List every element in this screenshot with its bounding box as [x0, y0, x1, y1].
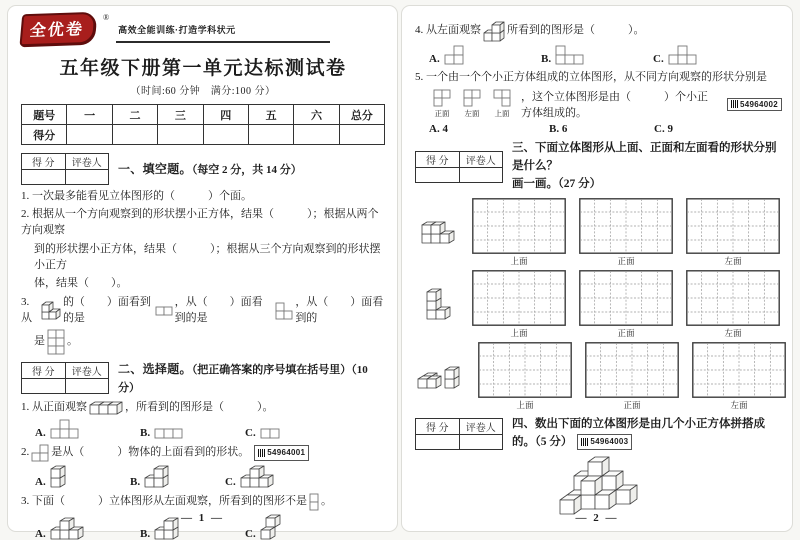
- section-2-header: [21, 360, 385, 396]
- brand-logo: 全优卷: [19, 12, 96, 47]
- top-view-shape: [493, 89, 511, 107]
- score-box: [21, 153, 109, 185]
- score-box-empty: [65, 379, 109, 394]
- option-c-shape: [668, 45, 697, 65]
- view-shape-s2q3: [309, 493, 319, 511]
- answer-grid-top: 上面: [470, 198, 568, 267]
- question-1-2-line3: 体，结果（ ）。: [34, 277, 128, 290]
- test-title: 五年级下册第一单元达标测试卷: [59, 58, 347, 79]
- barcode-badge-2: 54964002: [727, 98, 782, 111]
- option-a: A.: [35, 517, 140, 540]
- score-header-cell: 一: [67, 105, 112, 125]
- question-2-5-line1: 5. 一个由一个个小正方体组成的立体图形，从不同方向观察的形状分别是: [415, 70, 767, 83]
- answer-grid-left: 左面: [690, 342, 788, 411]
- option-a: A.: [429, 45, 541, 65]
- section-2-note: （把正确答案的序号填在括号里）（10 分）: [118, 364, 368, 394]
- drawing-grid: [579, 198, 673, 254]
- option-c: C.: [225, 465, 274, 488]
- score-box-empty: [459, 168, 503, 183]
- count-cubes-figure-wrap: [415, 456, 782, 515]
- question-2-4: 4. 从左面观察 所看到的图形是（ ）。: [415, 21, 782, 42]
- score-box: [21, 362, 109, 394]
- score-empty-cell: [112, 125, 157, 145]
- score-header-cell: 题号: [22, 105, 67, 125]
- question-2-4-options: [429, 45, 782, 65]
- registered-mark-icon: ®: [103, 13, 110, 22]
- question-2-2-options: [35, 465, 385, 488]
- option-a: A. 4: [429, 123, 448, 136]
- page-footer-2: — 2 —: [575, 512, 619, 524]
- question-2-5-options: [429, 123, 782, 135]
- question-2-3: 3. 下面（ ）立体图形从左面观察，所看到的图形不是 。: [21, 493, 385, 511]
- brand-tagline-rule: [116, 13, 330, 43]
- score-header-cell: 六: [294, 105, 339, 125]
- view-shape-q3-2: [275, 302, 293, 320]
- option-c: C.: [653, 45, 697, 65]
- score-row-label: 得分: [22, 125, 67, 145]
- question-2-5-shapes: 正面 左面 上面 ，这个立体图形是由（ ）个小正方体组成的。 54964002: [431, 88, 782, 120]
- score-box-score-label: 得 分: [22, 363, 66, 379]
- option-b: B.: [140, 517, 245, 540]
- option-b-cubes: [144, 465, 169, 488]
- barcode-icon: [258, 449, 265, 457]
- score-box-empty: [416, 434, 460, 449]
- answer-grid-top: 上面: [470, 270, 568, 339]
- score-header-cell: 三: [158, 105, 203, 125]
- answer-grid-top: 上面: [476, 342, 574, 411]
- draw-views-row-1: [415, 198, 782, 267]
- answer-grid-left: 左面: [684, 270, 782, 339]
- option-b-shape: [555, 45, 584, 65]
- section-4-title: 四、数出下面的立体图形是由几个小正方体拼搭成 的。（5 分） 54964003: [512, 416, 765, 452]
- score-box-grader-label: 评卷人: [459, 418, 503, 434]
- section-3-title: 三、下面立体图形从上面、正面和左面看的形状分别是什么？ 画一画。（27 分）: [512, 142, 777, 191]
- draw-views-row-2: [415, 270, 782, 339]
- drawing-grid: [579, 270, 673, 326]
- cube-figure-row2: [417, 288, 459, 320]
- barcode-badge-1: 54964001: [254, 445, 309, 461]
- cube-figure-s2q1: [89, 401, 123, 415]
- score-box-score-label: 得 分: [22, 154, 66, 170]
- option-a-shape: [444, 45, 464, 65]
- score-header-cell: 二: [112, 105, 157, 125]
- option-c-cubes: [240, 465, 274, 488]
- score-box-score-label: 得 分: [416, 152, 460, 168]
- score-header-cell: 总分: [339, 105, 384, 125]
- drawing-grid: [692, 342, 786, 398]
- score-empty-cell: [203, 125, 248, 145]
- drawing-grid: [686, 198, 780, 254]
- score-box-grader-label: 评卷人: [65, 154, 109, 170]
- score-header-cell: 四: [203, 105, 248, 125]
- option-a-cubes: [50, 465, 66, 488]
- score-box: [415, 418, 503, 450]
- answer-grid-front: 正面: [577, 270, 675, 339]
- answer-grid-left: 左面: [684, 198, 782, 267]
- score-empty-cell: [67, 125, 112, 145]
- question-2-1: 1. 从正面观察 ，所看到的图形是（ ）。: [21, 401, 274, 413]
- view-shape-q3-1: [155, 306, 173, 316]
- view-top: 上面: [491, 89, 513, 119]
- score-box-grader-label: 评卷人: [65, 363, 109, 379]
- section-1-header: [21, 153, 385, 185]
- question-1-2-line2: 到的形状摆小正方体，结果（ ）；根据从三个方向观察到的形状摆小正方: [34, 242, 381, 271]
- option-b: B.: [130, 465, 225, 488]
- barcode-icon: [581, 438, 588, 446]
- section-3-header: [415, 140, 782, 193]
- barcode-icon: [731, 100, 738, 108]
- barcode-badge-3: 54964003: [577, 434, 632, 450]
- left-view-shape: [463, 89, 481, 107]
- section-1-title: 一、填空题。: [118, 162, 192, 176]
- draw-views-row-3: [415, 342, 782, 411]
- option-b: B.: [541, 45, 653, 65]
- score-summary-table: [21, 104, 385, 145]
- option-a-shape: [50, 419, 79, 439]
- cube-pyramid-figure: [559, 456, 638, 515]
- page-2: [401, 5, 793, 532]
- drawing-grid: [686, 270, 780, 326]
- drawing-grid: [472, 270, 566, 326]
- cube-figure-q3: [41, 301, 61, 320]
- question-1-3-line2: 是 。: [21, 329, 385, 355]
- score-header-cell: 五: [248, 105, 293, 125]
- option-b-shape: [154, 428, 183, 439]
- section-2-title: 二、选择题。: [118, 362, 192, 376]
- question-2-1-options: [35, 419, 385, 439]
- question-1-3-line1: 3. 从 的（ ）面看到的是 ，从（ ）面看到的是 ，从（ ）面看到的: [21, 295, 384, 324]
- view-shape-q3-3: [47, 329, 65, 355]
- front-view-shape: [433, 89, 451, 107]
- drawing-grid: [585, 342, 679, 398]
- score-box-empty: [22, 170, 66, 185]
- drawing-grid: [472, 198, 566, 254]
- score-box-score-label: 得 分: [416, 418, 460, 434]
- score-box-grader-label: 评卷人: [459, 152, 503, 168]
- page-footer-1: — 1 —: [181, 512, 224, 524]
- test-subtitle: （时间:60 分钟 满分:100 分）: [130, 86, 276, 97]
- answer-grid-front: 正面: [577, 198, 675, 267]
- page-1: [7, 5, 398, 540]
- cube-figure-row3: [417, 363, 465, 389]
- brand-header: [21, 13, 385, 47]
- option-b: B.: [140, 427, 245, 439]
- score-box-empty: [416, 168, 460, 183]
- brand-tagline: 高效全能训练·打造学科状元: [118, 25, 236, 35]
- option-b: B. 6: [549, 123, 568, 136]
- question-1-1: 1. 一次最多能看见立体图形的（ ）个面。: [21, 190, 252, 202]
- option-c-shape: [260, 428, 280, 439]
- question-2-2: 2. 是从（ ）物体的上面看到的形状。 54964001: [21, 444, 385, 462]
- option-a: A.: [35, 419, 140, 439]
- score-empty-cell: [339, 125, 384, 145]
- section-1-note: （每空 2 分，共 14 分）: [191, 164, 302, 176]
- option-c: C.: [245, 514, 281, 540]
- score-box-empty: [459, 434, 503, 449]
- score-box-empty: [22, 379, 66, 394]
- cube-figure-row1: [417, 221, 459, 244]
- section-4-header: [415, 416, 782, 452]
- cube-figure-q4: [483, 21, 505, 42]
- option-c: C. 9: [654, 123, 673, 136]
- score-box: [415, 151, 503, 183]
- answer-grid-front: 正面: [583, 342, 681, 411]
- score-box-empty: [65, 170, 109, 185]
- view-left: 左面: [461, 89, 483, 119]
- score-empty-cell: [294, 125, 339, 145]
- option-a: A.: [35, 465, 130, 488]
- question-1-2-line1: 2. 根据从一个方向观察到的形状摆小正方体，结果（ ）；根据从两个方向观察: [21, 208, 379, 237]
- score-empty-cell: [158, 125, 203, 145]
- score-empty-cell: [248, 125, 293, 145]
- view-shape-s2q2: [31, 444, 49, 462]
- option-c: C.: [245, 427, 280, 439]
- drawing-grid: [478, 342, 572, 398]
- view-front: 正面: [431, 89, 453, 119]
